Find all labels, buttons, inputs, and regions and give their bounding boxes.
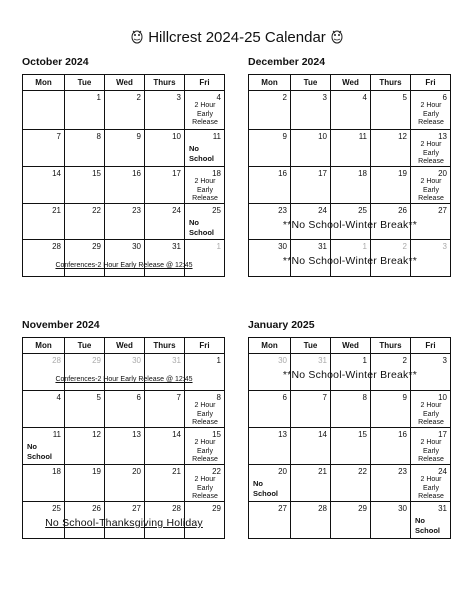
day-number: 3	[176, 93, 181, 102]
day-number: 20	[438, 169, 447, 178]
day-number: 22	[358, 467, 367, 476]
thanksgiving-note: No School-Thanksgiving Holiday	[45, 517, 203, 529]
day-cell	[411, 130, 451, 167]
day-number: 16	[398, 430, 407, 439]
day-number: 23	[398, 467, 407, 476]
day-number: 2	[282, 93, 287, 102]
day-number: 21	[172, 467, 181, 476]
day-cell	[411, 240, 451, 277]
day-cell	[23, 428, 65, 465]
day-cell	[411, 391, 451, 428]
winter-break-note: **No School-Winter Break**	[282, 255, 418, 267]
month-name: November 2024	[22, 319, 100, 331]
early-release-note: 2 Hour Early Release	[192, 476, 218, 500]
day-cell	[23, 91, 65, 130]
day-cell	[23, 130, 65, 167]
weekday-header: Fri	[185, 75, 225, 91]
day-cell	[291, 91, 331, 130]
day-cell	[291, 130, 331, 167]
day-number: 19	[92, 467, 101, 476]
weekday-header: Tue	[65, 75, 105, 91]
early-release-note: 2 Hour Early Release	[192, 402, 218, 426]
early-release-note: 2 Hour Early Release	[418, 178, 444, 202]
month-name: October 2024	[22, 56, 89, 68]
conference-note: Conferences-2 Hour Early Release @ 12:45	[55, 376, 193, 383]
day-number: 10	[438, 393, 447, 402]
day-cell	[23, 391, 65, 428]
weekday-header: Mon	[23, 75, 65, 91]
day-number: 26	[398, 206, 407, 215]
day-number: 28	[318, 504, 327, 513]
day-cell	[65, 465, 105, 502]
weekday-header: Mon	[249, 338, 291, 354]
day-number: 31	[172, 242, 181, 251]
week-row	[23, 130, 225, 167]
day-cell	[185, 391, 225, 428]
day-number: 8	[96, 132, 101, 141]
conference-note: Conferences-2 Hour Early Release @ 12:45	[55, 262, 193, 269]
weekday-header: Wed	[331, 75, 371, 91]
day-cell	[145, 502, 185, 539]
day-cell	[105, 167, 145, 204]
calendar-title	[0, 28, 474, 48]
weekday-header: Tue	[291, 75, 331, 91]
weekday-header: Wed	[331, 338, 371, 354]
day-number: 1	[96, 93, 101, 102]
day-number: 30	[278, 356, 287, 365]
day-cell	[145, 130, 185, 167]
day-cell	[145, 91, 185, 130]
day-number: 27	[132, 504, 141, 513]
day-number: 4	[216, 93, 221, 102]
day-number: 16	[132, 169, 141, 178]
early-release-note: 2 Hour Early Release	[418, 402, 444, 426]
day-cell	[185, 130, 225, 167]
day-cell	[291, 428, 331, 465]
day-number: 7	[56, 132, 61, 141]
day-cell	[145, 465, 185, 502]
day-number: 10	[172, 132, 181, 141]
early-release-note: 2 Hour Early Release	[418, 141, 444, 165]
day-cell	[105, 391, 145, 428]
day-cell	[65, 502, 105, 539]
day-number: 10	[318, 132, 327, 141]
day-cell	[23, 465, 65, 502]
day-number: 25	[52, 504, 61, 513]
day-number: 1	[362, 356, 367, 365]
day-number: 13	[132, 430, 141, 439]
day-cell	[331, 204, 371, 240]
day-number: 5	[96, 393, 101, 402]
day-number: 27	[278, 504, 287, 513]
day-cell	[249, 428, 291, 465]
day-number: 2	[402, 242, 407, 251]
no-school-note: No School	[253, 479, 279, 498]
day-cell	[65, 91, 105, 130]
day-number: 16	[278, 169, 287, 178]
week-row	[23, 391, 225, 428]
day-number: 23	[132, 206, 141, 215]
day-number: 29	[92, 242, 101, 251]
day-number: 8	[216, 393, 221, 402]
day-number: 24	[438, 467, 447, 476]
week-row	[249, 354, 451, 391]
weekday-header: Wed	[105, 338, 145, 354]
week-row	[23, 354, 225, 391]
day-cell	[185, 465, 225, 502]
day-cell	[145, 204, 185, 240]
week-row	[249, 167, 451, 204]
day-cell	[249, 465, 291, 502]
day-cell	[371, 240, 411, 277]
day-number: 1	[362, 242, 367, 251]
day-number: 20	[278, 467, 287, 476]
day-number: 30	[398, 504, 407, 513]
week-row	[249, 91, 451, 130]
weekday-header: Thurs	[145, 338, 185, 354]
day-cell	[371, 391, 411, 428]
day-cell	[65, 204, 105, 240]
day-number: 24	[172, 206, 181, 215]
day-number: 3	[442, 242, 447, 251]
day-number: 3	[442, 356, 447, 365]
early-release-note: 2 Hour Early Release	[418, 476, 444, 500]
day-number: 31	[318, 242, 327, 251]
weekday-header: Mon	[23, 338, 65, 354]
day-number: 15	[358, 430, 367, 439]
day-cell	[65, 130, 105, 167]
early-release-note: 2 Hour Early Release	[192, 102, 218, 126]
no-school-note: No School	[189, 144, 215, 163]
day-cell	[65, 354, 105, 391]
weekday-header: Wed	[105, 75, 145, 91]
day-cell	[371, 502, 411, 539]
day-number: 29	[212, 504, 221, 513]
day-cell	[411, 354, 451, 391]
month-name: January 2025	[248, 319, 315, 331]
day-cell	[411, 91, 451, 130]
day-number: 12	[92, 430, 101, 439]
day-number: 21	[318, 467, 327, 476]
day-cell	[411, 204, 451, 240]
day-number: 31	[438, 504, 447, 513]
day-number: 29	[358, 504, 367, 513]
weekday-header: Fri	[185, 338, 225, 354]
winter-break-note: **No School-Winter Break**	[282, 219, 418, 231]
day-number: 11	[212, 132, 221, 141]
day-number: 3	[322, 93, 327, 102]
day-number: 25	[212, 206, 221, 215]
title-text: Hillcrest 2024-25 Calendar	[148, 28, 326, 46]
day-cell	[105, 354, 145, 391]
week-row	[23, 91, 225, 130]
day-number: 17	[172, 169, 181, 178]
day-number: 24	[318, 206, 327, 215]
day-cell	[249, 502, 291, 539]
day-cell	[331, 465, 371, 502]
day-cell	[65, 391, 105, 428]
day-number: 28	[52, 356, 61, 365]
day-number: 14	[52, 169, 61, 178]
day-cell	[185, 91, 225, 130]
day-number: 15	[92, 169, 101, 178]
day-number: 2	[136, 93, 141, 102]
early-release-note: 2 Hour Early Release	[192, 439, 218, 463]
day-cell	[411, 465, 451, 502]
early-release-note: 2 Hour Early Release	[192, 178, 218, 202]
day-number: 30	[278, 242, 287, 251]
day-cell	[291, 240, 331, 277]
day-cell	[105, 91, 145, 130]
day-cell	[249, 391, 291, 428]
day-number: 9	[136, 132, 141, 141]
day-cell	[331, 502, 371, 539]
day-cell	[371, 130, 411, 167]
day-cell	[291, 204, 331, 240]
week-row	[23, 465, 225, 502]
day-cell	[23, 204, 65, 240]
day-cell	[371, 204, 411, 240]
calendar-november	[22, 337, 225, 539]
day-number: 30	[132, 242, 141, 251]
day-number: 2	[402, 356, 407, 365]
day-number: 31	[172, 356, 181, 365]
winter-break-note: **No School-Winter Break**	[282, 369, 418, 381]
day-number: 18	[212, 169, 221, 178]
day-cell	[331, 391, 371, 428]
day-cell	[371, 465, 411, 502]
day-number: 6	[136, 393, 141, 402]
day-cell	[105, 502, 145, 539]
day-number: 11	[52, 430, 61, 439]
weekday-header: Mon	[249, 75, 291, 91]
day-cell	[411, 167, 451, 204]
day-cell	[331, 91, 371, 130]
day-cell	[185, 204, 225, 240]
day-cell	[331, 354, 371, 391]
day-number: 30	[132, 356, 141, 365]
no-school-note: No School	[189, 218, 215, 237]
day-cell	[291, 502, 331, 539]
week-row	[23, 167, 225, 204]
month-name: December 2024	[248, 56, 326, 68]
day-number: 4	[362, 93, 367, 102]
day-number: 22	[212, 467, 221, 476]
early-release-note: 2 Hour Early Release	[418, 439, 444, 463]
day-cell	[411, 502, 451, 539]
day-number: 22	[92, 206, 101, 215]
day-number: 27	[438, 206, 447, 215]
day-number: 1	[216, 356, 221, 365]
day-cell	[65, 240, 105, 277]
day-cell	[145, 428, 185, 465]
day-cell	[105, 240, 145, 277]
day-cell	[105, 428, 145, 465]
day-number: 31	[318, 356, 327, 365]
day-number: 18	[52, 467, 61, 476]
calendar-october	[22, 74, 225, 277]
day-number: 8	[362, 393, 367, 402]
day-number: 13	[278, 430, 287, 439]
day-cell	[145, 167, 185, 204]
day-cell	[185, 354, 225, 391]
day-cell	[371, 167, 411, 204]
weekday-header: Thurs	[371, 338, 411, 354]
day-number: 14	[318, 430, 327, 439]
calendar-january	[248, 337, 451, 539]
day-cell	[185, 240, 225, 277]
weekday-header: Tue	[291, 338, 331, 354]
day-cell	[411, 428, 451, 465]
day-number: 18	[358, 169, 367, 178]
week-row	[249, 465, 451, 502]
week-row	[249, 130, 451, 167]
weekday-header: Fri	[411, 338, 451, 354]
no-school-note: No School	[415, 516, 441, 535]
day-cell	[105, 130, 145, 167]
day-number: 19	[398, 169, 407, 178]
day-number: 7	[176, 393, 181, 402]
week-row	[249, 428, 451, 465]
day-number: 23	[278, 206, 287, 215]
day-cell	[105, 465, 145, 502]
day-number: 7	[322, 393, 327, 402]
day-cell	[65, 428, 105, 465]
day-number: 26	[92, 504, 101, 513]
day-number: 17	[318, 169, 327, 178]
week-row	[23, 204, 225, 240]
day-number: 1	[216, 242, 221, 251]
day-cell	[65, 167, 105, 204]
day-cell	[185, 428, 225, 465]
day-cell	[291, 391, 331, 428]
day-number: 12	[398, 132, 407, 141]
day-number: 9	[402, 393, 407, 402]
day-number: 9	[282, 132, 287, 141]
day-number: 14	[172, 430, 181, 439]
day-cell	[371, 354, 411, 391]
week-row	[249, 204, 451, 240]
day-cell	[331, 240, 371, 277]
day-number: 15	[212, 430, 221, 439]
day-cell	[249, 130, 291, 167]
day-cell	[291, 167, 331, 204]
day-cell	[291, 354, 331, 391]
day-cell	[331, 167, 371, 204]
weekday-header: Fri	[411, 75, 451, 91]
day-number: 21	[52, 206, 61, 215]
day-number: 6	[442, 93, 447, 102]
no-school-note: No School	[27, 442, 53, 461]
calendar-december	[248, 74, 451, 277]
day-cell	[105, 204, 145, 240]
day-cell	[331, 428, 371, 465]
day-number: 5	[402, 93, 407, 102]
week-row	[249, 502, 451, 539]
week-row	[23, 428, 225, 465]
day-number: 28	[172, 504, 181, 513]
day-number: 11	[358, 132, 367, 141]
day-cell	[145, 240, 185, 277]
mascot-right-icon	[330, 28, 344, 48]
day-number: 29	[92, 356, 101, 365]
week-row	[23, 502, 225, 539]
day-cell	[23, 167, 65, 204]
day-cell	[371, 91, 411, 130]
day-cell	[145, 354, 185, 391]
day-cell	[185, 502, 225, 539]
weekday-header: Thurs	[371, 75, 411, 91]
day-cell	[371, 428, 411, 465]
day-cell	[249, 167, 291, 204]
day-cell	[291, 465, 331, 502]
day-number: 6	[282, 393, 287, 402]
mascot-left-icon	[130, 28, 144, 48]
weekday-header: Tue	[65, 338, 105, 354]
day-cell	[145, 391, 185, 428]
day-cell	[185, 167, 225, 204]
week-row	[249, 240, 451, 277]
day-number: 17	[438, 430, 447, 439]
week-row	[249, 391, 451, 428]
day-number: 4	[56, 393, 61, 402]
weekday-header: Thurs	[145, 75, 185, 91]
week-row	[23, 240, 225, 277]
day-cell	[249, 91, 291, 130]
day-cell	[331, 130, 371, 167]
day-number: 25	[358, 206, 367, 215]
early-release-note: 2 Hour Early Release	[418, 102, 444, 126]
day-number: 20	[132, 467, 141, 476]
day-number: 13	[438, 132, 447, 141]
day-number: 28	[52, 242, 61, 251]
